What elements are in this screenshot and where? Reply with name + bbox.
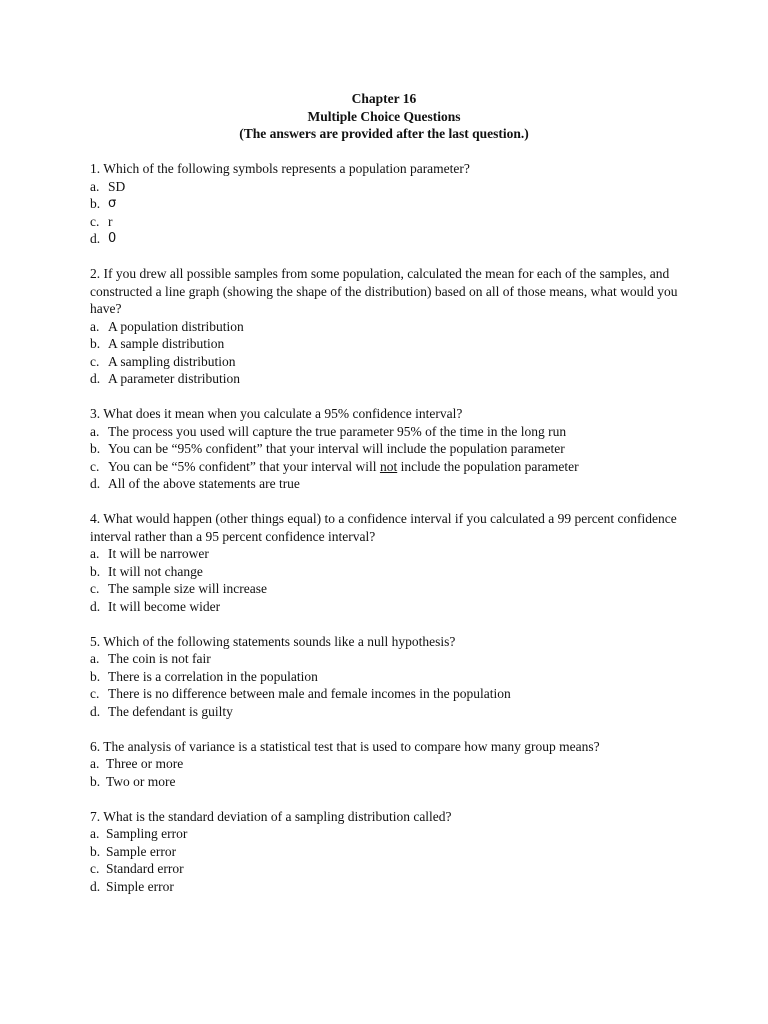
option-d — [90, 370, 690, 388]
option-letter: b. — [90, 668, 101, 684]
option-text: Two or more — [106, 773, 176, 789]
option-b — [90, 668, 690, 686]
option-text: There is no difference between male and female incomes in the population — [108, 686, 511, 701]
question-3 — [90, 405, 690, 493]
option-text: Simple error — [106, 878, 174, 894]
chapter-title: Chapter 16 — [351, 91, 417, 106]
question-2 — [90, 265, 690, 388]
option-b — [90, 563, 690, 581]
option-text: A sampling distribution — [108, 353, 236, 369]
option-text: It will not change — [108, 563, 203, 579]
option-c — [90, 580, 690, 598]
option-letter: b. — [90, 196, 101, 211]
option-a — [90, 318, 690, 336]
question-text: 3. What does it mean when you calculate a 95% confidence interval? — [90, 406, 463, 421]
option-letter: d. — [90, 703, 101, 719]
option-a — [90, 755, 690, 773]
option-text: Sampling error — [106, 826, 188, 841]
option-b — [90, 335, 690, 353]
question-text: 2. If you drew all possible samples from some population, calculated the mean for each of the samples, and constructed a line graph (showing the shape of the distribution) based on all of those means, what would you have? — [90, 266, 678, 316]
question-1 — [90, 160, 690, 248]
option-letter: c. — [90, 353, 100, 369]
option-text: The coin is not fair — [108, 651, 211, 666]
option-letter: a. — [90, 546, 100, 561]
option-letter: c. — [90, 213, 100, 229]
underlined-word: not — [379, 458, 398, 474]
option-text — [108, 458, 579, 476]
option-text: 0 — [108, 231, 117, 246]
option-text: There is a correlation in the population — [108, 668, 318, 684]
option-a — [90, 423, 690, 441]
option-letter: c. — [90, 861, 100, 876]
option-letter: b. — [90, 336, 101, 351]
option-c — [90, 685, 690, 703]
section-title: Multiple Choice Questions — [307, 108, 461, 124]
option-a — [90, 178, 690, 196]
option-a — [90, 545, 690, 563]
question-text: 7. What is the standard deviation of a sampling distribution called? — [90, 808, 452, 824]
option-b — [90, 843, 690, 861]
option-d — [90, 230, 690, 248]
option-letter: c. — [90, 458, 100, 474]
option-d — [90, 878, 690, 896]
option-text: The defendant is guilty — [108, 703, 233, 719]
option-c — [90, 353, 690, 371]
option-letter: b. — [90, 843, 101, 859]
option-text: SD — [108, 178, 126, 194]
option-letter: a. — [90, 826, 100, 841]
question-text: 5. Which of the following statements sounds like a null hypothesis? — [90, 633, 456, 649]
option-letter: a. — [90, 651, 100, 666]
option-letter: d. — [90, 878, 101, 894]
option-c — [90, 213, 690, 231]
option-text-after: include the population parameter — [397, 458, 579, 474]
question-text: 4. What would happen (other things equal) to a confidence interval if you calculated a 99 percent confidence interval rather than a 95 percent confidence interval? — [90, 511, 677, 544]
option-text: A population distribution — [108, 318, 244, 334]
option-c — [90, 860, 690, 878]
option-d — [90, 703, 690, 721]
question-4 — [90, 510, 690, 615]
option-a — [90, 825, 690, 843]
option-text: It will become wider — [108, 598, 221, 614]
question-7 — [90, 808, 690, 896]
answers-note: (The answers are provided after the last question.) — [239, 126, 529, 141]
question-text: 1. Which of the following symbols represents a population parameter? — [90, 161, 470, 176]
option-a — [90, 650, 690, 668]
option-letter: a. — [90, 318, 100, 334]
option-text: Sample error — [106, 843, 177, 859]
option-text: r — [108, 213, 113, 229]
option-text: A sample distribution — [108, 336, 225, 351]
question-text: 6. The analysis of variance is a statistical test that is used to compare how many group means? — [90, 738, 600, 754]
option-letter: b. — [90, 773, 101, 789]
option-text: A parameter distribution — [108, 371, 240, 386]
sigma-symbol: σ — [108, 196, 117, 211]
option-text-before: You can be “5% confident” that your interval will — [108, 458, 380, 474]
option-c — [90, 458, 690, 476]
option-letter: c. — [90, 581, 100, 596]
question-5 — [90, 633, 690, 721]
option-letter: c. — [90, 686, 100, 701]
option-text: Standard error — [106, 861, 184, 876]
option-letter: d. — [90, 476, 101, 491]
option-letter: d. — [90, 598, 101, 614]
option-text: It will be narrower — [108, 546, 209, 561]
option-letter: b. — [90, 441, 101, 456]
option-text: The sample size will increase — [108, 581, 267, 596]
option-letter: b. — [90, 563, 101, 579]
document-header — [0, 90, 768, 143]
option-text: You can be “95% confident” that your interval will include the population parameter — [108, 441, 565, 456]
option-b — [90, 440, 690, 458]
question-6 — [90, 738, 690, 791]
option-letter: a. — [90, 756, 100, 771]
option-text: All of the above statements are true — [108, 476, 300, 491]
option-letter: d. — [90, 231, 101, 246]
option-text: The process you used will capture the true parameter 95% of the time in the long run — [108, 423, 567, 439]
option-letter: a. — [90, 178, 100, 194]
option-b — [90, 773, 690, 791]
option-d — [90, 598, 690, 616]
option-text: Three or more — [106, 756, 184, 771]
option-d — [90, 475, 690, 493]
question-list — [90, 160, 690, 913]
option-letter: a. — [90, 423, 100, 439]
option-letter: d. — [90, 371, 101, 386]
option-b — [90, 195, 690, 213]
